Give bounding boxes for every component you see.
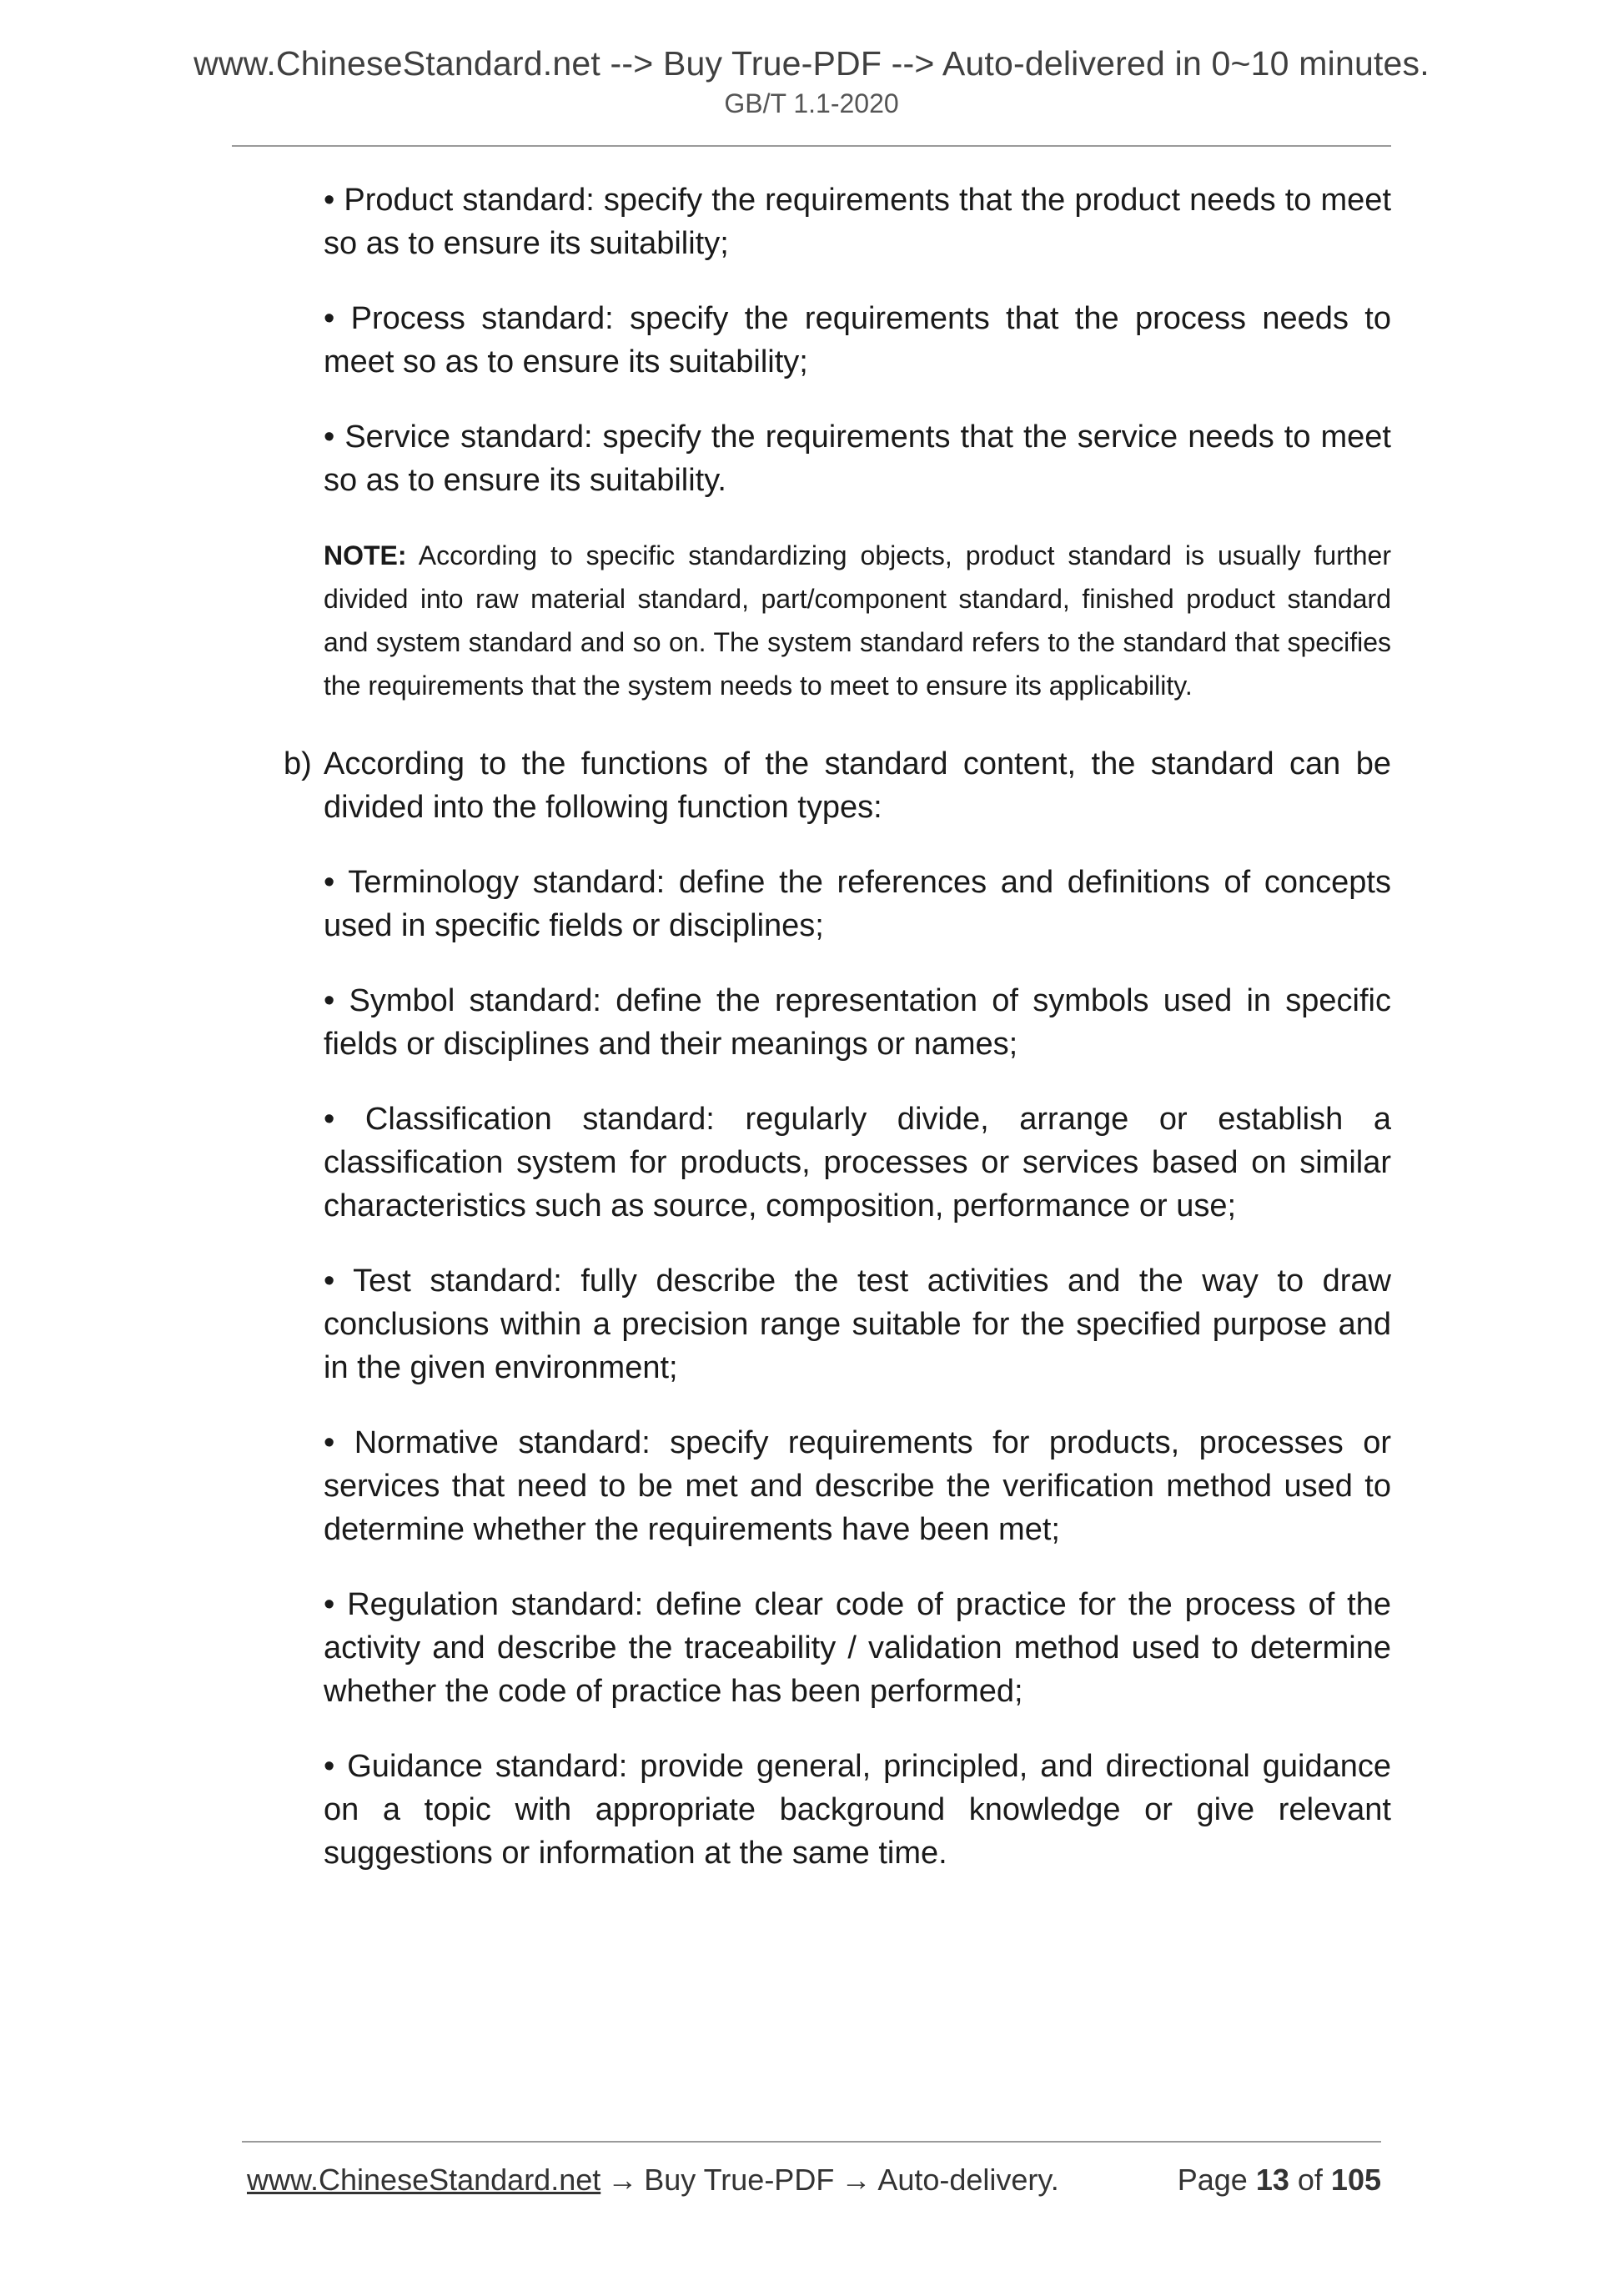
classification-standard-item: • Classification standard: regularly divide, arrange or establish a classification system for products, processes or services based on similar characteristics such as source, composition, performance or use; — [324, 1102, 1391, 1223]
header-banner: www.ChineseStandard.net --> Buy True-PDF --> Auto-delivered in 0~10 minutes. — [193, 44, 1430, 83]
header-divider — [232, 145, 1391, 147]
symbol-standard-item: • Symbol standard: define the representation of symbols used in specific fields or disciplines and their meanings or names; — [324, 983, 1391, 1062]
arrow-right-icon: → — [607, 2163, 638, 2197]
page-total: 105 — [1330, 2163, 1381, 2197]
page-number — [1178, 2162, 1381, 2198]
page-label: Page — [1177, 2163, 1248, 2197]
guidance-standard-item: • Guidance standard: provide general, principled, and directional guidance on a topic with appropriate background knowledge or give relevant suggestions or information at the same time. — [324, 1749, 1391, 1871]
note-paragraph — [324, 534, 1391, 707]
auto-delivery-text: Auto-delivery. — [877, 2163, 1059, 2197]
test-standard-item: • Test standard: fully describe the test activities and the way to draw conclusions within a precision range suitable for the specified purpose and in the given environment; — [324, 1264, 1391, 1385]
list-item-b — [284, 742, 1391, 829]
list-item-b-text: According to the functions of the standard content, the standard can be divided into the following function types: — [324, 746, 1391, 825]
terminology-standard-item: • Terminology standard: define the references and definitions of concepts used in specific fields or disciplines; — [324, 865, 1391, 943]
arrow-right-icon: → — [841, 2163, 872, 2197]
page-header — [0, 42, 1623, 120]
site-link[interactable]: www.ChineseStandard.net — [247, 2163, 601, 2197]
list-marker-b: b) — [284, 746, 312, 781]
regulation-standard-item: • Regulation standard: define clear code of practice for the process of the activity and describe the traceability / validation method used to determine whether the code of practice has been performed; — [324, 1587, 1391, 1709]
page-footer — [247, 2162, 1381, 2198]
document-body — [284, 178, 1391, 1907]
standard-code: GB/T 1.1-2020 — [724, 88, 899, 118]
normative-standard-item: • Normative standard: specify requirements for products, processes or services that need to be met and describe the verification method used to determine whether the requirements have been met; — [324, 1425, 1391, 1547]
note-label: NOTE: — [324, 540, 407, 570]
page-of-label: of — [1297, 2163, 1323, 2197]
process-standard-item: • Process standard: specify the requirements that the process needs to meet so as to ensure its suitability; — [324, 301, 1391, 379]
service-standard-item: • Service standard: specify the requirements that the service needs to meet so as to ensure its suitability. — [324, 420, 1391, 498]
buy-true-pdf-text: Buy True-PDF — [644, 2163, 835, 2197]
footer-links — [247, 2162, 1059, 2198]
page-current: 13 — [1255, 2163, 1289, 2197]
product-standard-item: • Product standard: specify the requirements that the product needs to meet so as to ensure its suitability; — [324, 183, 1391, 261]
note-text: According to specific standardizing objects, product standard is usually further divided into raw material standard, part/component standard, finished product standard and system standard and so on. The system standard refers to the standard that specifies the requirements that the system needs to meet to ensure its applicability. — [324, 540, 1391, 701]
footer-divider — [242, 2141, 1381, 2143]
